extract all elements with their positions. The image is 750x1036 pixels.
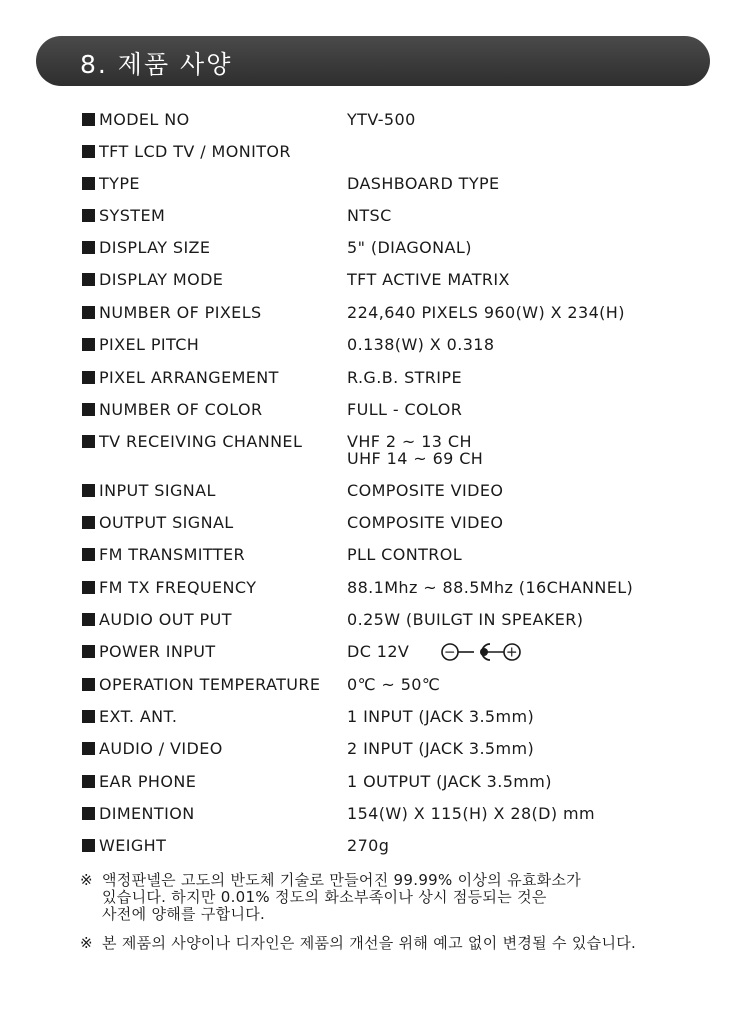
section-header-banner — [36, 36, 710, 86]
note-line: 본 제품의 사양이나 디자인은 제품의 개선을 위해 예고 없이 변경될 수 있습니다. — [102, 934, 637, 952]
square-bullet-icon — [82, 807, 95, 820]
spec-value: FULL - COLOR — [347, 400, 463, 419]
spec-label: OPERATION TEMPERATURE — [99, 675, 321, 694]
spec-label: AUDIO / VIDEO — [99, 739, 223, 758]
square-bullet-icon — [82, 177, 95, 190]
square-bullet-icon — [82, 145, 95, 158]
square-bullet-icon — [82, 678, 95, 691]
square-bullet-icon — [82, 645, 95, 658]
spec-value: 0℃ ~ 50℃ — [347, 675, 441, 694]
square-bullet-icon — [82, 516, 95, 529]
minus-sign: − — [443, 644, 457, 661]
spec-label: INPUT SIGNAL — [99, 481, 216, 500]
square-bullet-icon — [82, 273, 95, 286]
section-title: 8. 제품 사양 — [80, 50, 233, 79]
spec-label: SYSTEM — [99, 206, 166, 225]
spec-value: PLL CONTROL — [347, 545, 463, 564]
spec-value: VHF 2 ~ 13 CH — [347, 432, 472, 451]
spec-value: R.G.B. STRIPE — [347, 368, 462, 387]
dc-polarity-icon — [440, 641, 528, 663]
spec-value: 2 INPUT (JACK 3.5mm) — [347, 739, 535, 758]
note-text — [102, 872, 581, 923]
spec-label: AUDIO OUT PUT — [99, 610, 232, 629]
square-bullet-icon — [82, 775, 95, 788]
spec-label: FM TRANSMITTER — [99, 545, 246, 564]
square-bullet-icon — [82, 839, 95, 852]
spec-value: DC 12V — [347, 642, 410, 661]
spec-label: EXT. ANT. — [99, 707, 178, 726]
spec-label: OUTPUT SIGNAL — [99, 513, 234, 532]
square-bullet-icon — [82, 241, 95, 254]
spec-value: COMPOSITE VIDEO — [347, 481, 504, 500]
spec-label: PIXEL PITCH — [99, 335, 200, 354]
spec-label: NUMBER OF COLOR — [99, 400, 263, 419]
spec-value: 0.25W (BUILGT IN SPEAKER) — [347, 610, 584, 629]
square-bullet-icon — [82, 710, 95, 723]
spec-label: EAR PHONE — [99, 772, 197, 791]
spec-label: DISPLAY SIZE — [99, 238, 211, 257]
square-bullet-icon — [82, 435, 95, 448]
spec-label: TV RECEIVING CHANNEL — [99, 432, 303, 451]
note-line: 액정판넬은 고도의 반도체 기술로 만들어진 99.99% 이상의 유효화소가 — [102, 871, 582, 889]
spec-value: 154(W) X 115(H) X 28(D) mm — [347, 804, 595, 823]
square-bullet-icon — [82, 338, 95, 351]
note-line: 있습니다. 하지만 0.01% 정도의 화소부족이나 상시 점등되는 것은 — [102, 888, 547, 906]
reference-mark-icon: ※ — [80, 934, 93, 952]
spec-value: 0.138(W) X 0.318 — [347, 335, 495, 354]
square-bullet-icon — [82, 581, 95, 594]
spec-value-line-2: UHF 14 ~ 69 CH — [347, 449, 484, 468]
square-bullet-icon — [82, 209, 95, 222]
spec-value: DASHBOARD TYPE — [347, 174, 500, 193]
spec-value: 5" (DIAGONAL) — [347, 238, 472, 257]
spec-label: TFT LCD TV / MONITOR — [99, 142, 291, 161]
spec-value: 270g — [347, 836, 390, 855]
square-bullet-icon — [82, 371, 95, 384]
square-bullet-icon — [82, 548, 95, 561]
square-bullet-icon — [82, 113, 95, 126]
square-bullet-icon — [82, 613, 95, 626]
spec-value: 88.1Mhz ~ 88.5Mhz (16CHANNEL) — [347, 578, 634, 597]
spec-value: YTV-500 — [347, 110, 416, 129]
spec-value: 224,640 PIXELS 960(W) X 234(H) — [347, 303, 625, 322]
spec-label: FM TX FREQUENCY — [99, 578, 257, 597]
note-text — [102, 935, 636, 952]
spec-label: PIXEL ARRANGEMENT — [99, 368, 279, 387]
spec-label: TYPE — [99, 174, 140, 193]
spec-label: POWER INPUT — [99, 642, 216, 661]
square-bullet-icon — [82, 484, 95, 497]
spec-value: 1 INPUT (JACK 3.5mm) — [347, 707, 535, 726]
spec-label: WEIGHT — [99, 836, 167, 855]
spec-label: NUMBER OF PIXELS — [99, 303, 262, 322]
square-bullet-icon — [82, 742, 95, 755]
plus-sign: + — [505, 644, 519, 661]
reference-mark-icon: ※ — [80, 871, 93, 889]
spec-value: TFT ACTIVE MATRIX — [347, 270, 510, 289]
spec-value: COMPOSITE VIDEO — [347, 513, 504, 532]
note-line: 사전에 양해를 구합니다. — [102, 905, 266, 923]
square-bullet-icon — [82, 306, 95, 319]
spec-value: NTSC — [347, 206, 392, 225]
spec-value: 1 OUTPUT (JACK 3.5mm) — [347, 772, 552, 791]
spec-label: DISPLAY MODE — [99, 270, 224, 289]
square-bullet-icon — [82, 403, 95, 416]
spec-label: MODEL NO — [99, 110, 190, 129]
spec-label: DIMENTION — [99, 804, 195, 823]
